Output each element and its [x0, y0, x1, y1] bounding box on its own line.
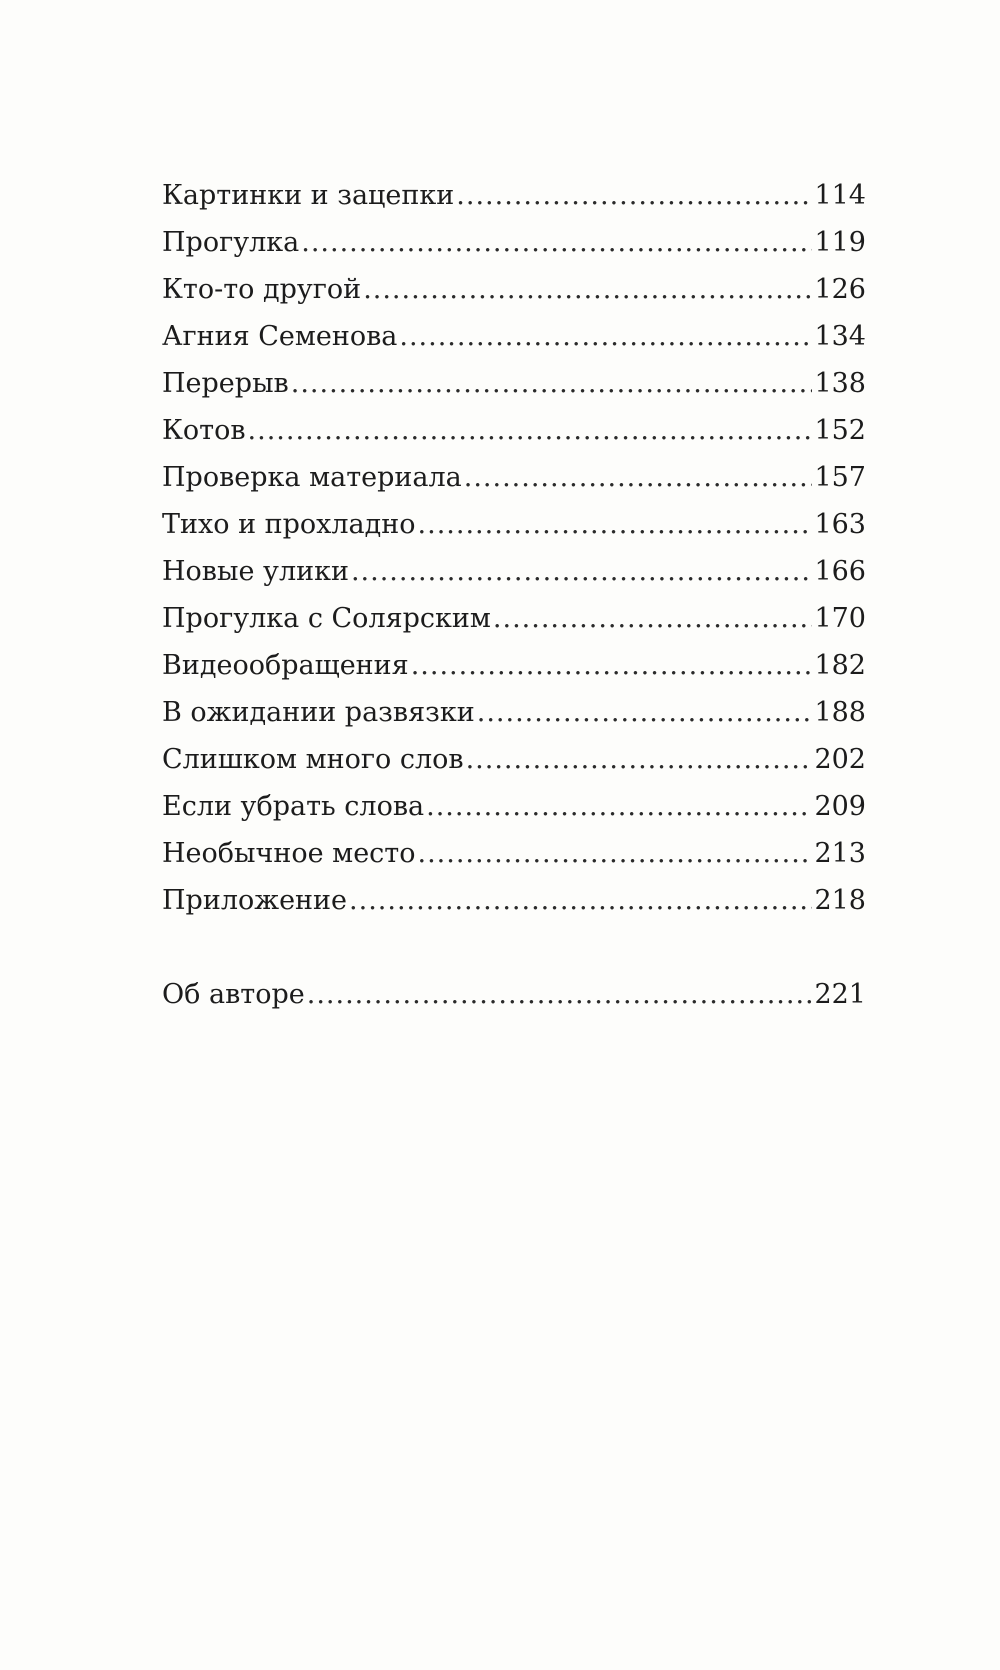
toc-entry-title: Прогулка с Солярским: [162, 603, 491, 634]
toc-dot-leader: [248, 415, 813, 446]
toc-dot-leader: [493, 603, 813, 634]
toc-entry-page: 218: [814, 885, 866, 916]
toc-entry-title: Кто-то другой: [162, 274, 362, 305]
toc-entry-page: 166: [814, 556, 866, 587]
toc-dot-leader: [351, 556, 812, 587]
toc-entry-title: Необычное место: [162, 838, 416, 869]
table-of-contents: [162, 180, 866, 1026]
toc-entry: [162, 791, 866, 838]
toc-entry-title: Новые улики: [162, 556, 349, 587]
toc-entry-page: 188: [814, 697, 866, 728]
toc-entry: [162, 838, 866, 885]
toc-entry-title: Агния Семенова: [162, 321, 398, 352]
toc-entry: [162, 462, 866, 509]
toc-entry-title: Приложение: [162, 885, 348, 916]
toc-entry: [162, 227, 866, 274]
toc-entry-page: 114: [814, 180, 866, 211]
toc-dot-leader: [411, 650, 813, 681]
toc-entry-title: В ожидании развязки: [162, 697, 475, 728]
toc-dot-leader: [291, 368, 813, 399]
toc-entry: [162, 979, 866, 1026]
toc-entry-title: Слишком много слов: [162, 744, 464, 775]
toc-dot-leader: [307, 979, 813, 1010]
toc-entry-page: 138: [814, 368, 866, 399]
toc-entry-page: 213: [814, 838, 866, 869]
toc-dot-leader: [363, 274, 812, 305]
toc-entry-title: Котов: [162, 415, 246, 446]
toc-entry: [162, 321, 866, 368]
toc-entry-page: 182: [814, 650, 866, 681]
toc-entry-page: 209: [814, 791, 866, 822]
toc-entry: [162, 415, 866, 462]
toc-dot-leader: [418, 509, 813, 540]
toc-entry-page: 170: [814, 603, 866, 634]
toc-dot-leader: [417, 838, 812, 869]
toc-entry-page: 119: [814, 227, 866, 258]
toc-dot-leader: [399, 321, 812, 352]
toc-entry-page: 157: [814, 462, 866, 493]
toc-entry-title: Картинки и зацепки: [162, 180, 455, 211]
toc-dot-leader: [426, 791, 812, 822]
toc-entry: [162, 274, 866, 321]
toc-entry: [162, 744, 866, 791]
toc-entry-page: 134: [814, 321, 866, 352]
toc-entry: [162, 556, 866, 603]
toc-entry-title: Видеообращения: [162, 650, 409, 681]
toc-entry-page: 163: [814, 509, 866, 540]
toc-entry: [162, 885, 866, 932]
toc-entry-title: Проверка материала: [162, 462, 462, 493]
toc-entry-page: 152: [814, 415, 866, 446]
toc-dot-leader: [301, 227, 812, 258]
toc-main-section: [162, 180, 866, 932]
toc-entry: [162, 180, 866, 227]
toc-entry-title: Тихо и прохладно: [162, 509, 416, 540]
toc-dot-leader: [466, 744, 813, 775]
toc-entry: [162, 650, 866, 697]
toc-dot-leader: [464, 462, 813, 493]
toc-entry-page: 126: [814, 274, 866, 305]
toc-dot-leader: [456, 180, 812, 211]
toc-dot-leader: [477, 697, 813, 728]
toc-back-matter: [162, 979, 866, 1026]
toc-entry-title: Если убрать слова: [162, 791, 425, 822]
toc-entry: [162, 603, 866, 650]
toc-entry: [162, 509, 866, 556]
toc-entry-page: 202: [814, 744, 866, 775]
toc-entry-title: Об авторе: [162, 979, 305, 1010]
toc-dot-leader: [349, 885, 812, 916]
toc-entry: [162, 368, 866, 415]
toc-entry-title: Прогулка: [162, 227, 300, 258]
toc-entry-page: 221: [814, 979, 866, 1010]
toc-entry-title: Перерыв: [162, 368, 289, 399]
toc-entry: [162, 697, 866, 744]
